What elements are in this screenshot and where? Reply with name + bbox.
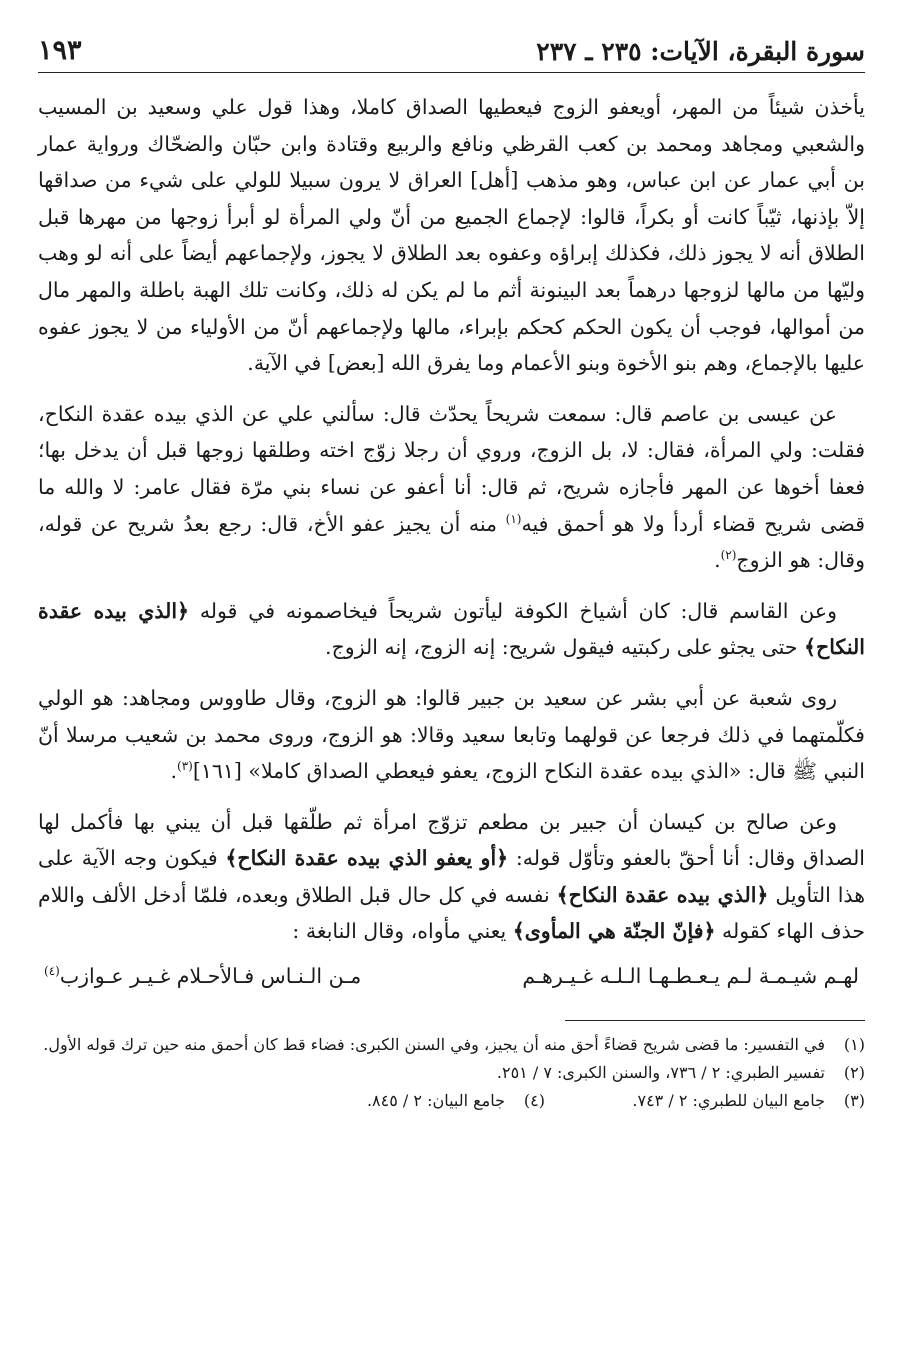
paragraph-4 [38,680,865,790]
page-number: ١٩٣ [38,35,82,66]
footnote-text: تفسير الطبري: ٢ / ٧٣٦، والسنن الكبرى: ٧ / ٢٥١. [496,1063,825,1083]
footnote-number: (٢) [843,1063,865,1083]
paragraph-5-text: وعن صالح بن كيسان أن جبير بن مطعم تزوّج امرأة ثم طلّقها قبل أن يبني بها فأكمل لها الصداق وقال: أنا أحقّ بالعفو وتأوّل قوله: [38,809,866,871]
poetry-verse [38,958,865,994]
footnote-3 [545,1087,865,1115]
paragraph-5-text-cont: نفسه في كل حال قبل الطلاق وبعده، فلمّا أدخل الألف واللام حذف الهاء كقوله [38,882,865,944]
paragraph-3-text-cont: حتى يجثو على ركبتيه فيقول شريح: إنه الزوج، إنه الزوج. [325,635,805,660]
footnote-number: (٤) [523,1091,545,1111]
footnote-ref-4[interactable]: (٤) [44,964,60,979]
paragraph-3 [38,593,865,666]
footnotes [38,1031,865,1115]
verse-first-hemistich: لهـم شيـمـة لـم يـعـطـهـا الـلـه غـيـرهـم [522,964,859,989]
footnote-number: (١) [843,1035,865,1055]
verse-second-hemistich: مـن الـنـاس فـالأحـلام غـيـر عـوازب [59,964,362,989]
verse-second-hemistich-wrap [44,958,361,994]
footnote-text: جامع البيان: ٢ / ٨٤٥. [366,1091,505,1111]
footnote-ref-1[interactable]: (١) [505,511,522,526]
paragraph-5 [38,804,865,950]
page-header [38,24,865,73]
quran-quote: ﴿فإنّ الجنّة هي المأوى﴾ [512,919,716,944]
footnote-1 [38,1031,865,1059]
footnote-4 [367,1087,545,1115]
quran-quote: ﴿أو يعفو الذي بيده عقدة النكاح﴾ [225,846,509,871]
quran-quote: ﴿الذي بيده عقدة النكاح﴾ [38,598,865,660]
paragraph-1: يأخذن شيئاً من المهر، أويعفو الزوج فيعطيها الصداق كاملا، وهذا قول علي وسعيد بن المسيب والشعبي ومجاهد ومحمد بن كعب القرظي ونافع والربيع وقتادة وابن حبّان والضحّاك ورواية عمار بن أبي عمار عن ابن عباس، وهو مذهب [أهل] العراق لا يرون سبيلا للولي على شيء من صداقها إلاّ بإذنها، ثيّباً كانت أو بكراً، قالوا: لإجماع الجميع من أنّ ولي المرأة لو أبرأ زوجها من مهرها قبل الطلاق أنه لا يجوز ذلك، فكذلك إبراؤه وعفوه بعد الطلاق لا يجوز، ولإجماعهم أيضاً على أنه لو وهب وليّها من مالها لزوجها درهماً بعد البينونة أثم ما لم يكن له ذلك، وكانت تلك الهبة باطلة والمهر مال من أموالها، فوجب أن يكون الحكم كحكم بإبراء، مالها ولإجماعهم أنّ من الأولياء من لا يجوز عفوه عليها بالإجماع، وهم بنو الأخوة وبنو الأعمام وما يفرق الله [بعض] في الآية. [38,95,865,376]
paragraph-5-text-end: يعني مأواه، وقال النابغة : [292,919,513,944]
footnote-row-3-4 [38,1087,865,1115]
paragraph-4-text: روى شعبة عن أبي بشر عن سعيد بن جبير قالوا: هو الزوج، وقال طاووس ومجاهد: هو الولي فكلّمتهما في ذلك فرجعا عن قولهما وتابعا سعيد وقالا: هو الزوج، وروى محمد بن شعيب مرسلا أنّ النبي ﷺ قال: «الذي بيده عقدة النكاح الزوج، يعفو فيعطي الصداق كاملا» [١٦١] [38,685,865,784]
paragraph-2-text-cont: منه أن يجيز عفو الأخ، قال: رجع بعدُ شريح عن قوله، وقال: هو الزوج [38,511,865,573]
footnote-text: جامع البيان للطبري: ٢ / ٧٤٣. [632,1091,825,1111]
page-body [38,89,865,1115]
paragraph-2-end: . [714,548,721,573]
paragraph-3-text: وعن القاسم قال: كان أشياخ الكوفة ليأتون شريحاً فيخاصمونه في قوله [189,598,837,623]
footnote-2 [38,1059,865,1087]
paragraph-2 [38,396,865,579]
footnote-text: في التفسير: ما قضى شريح قضاءً أحق منه أن يجيز، وفي السنن الكبرى: فضاء قط كان أحمق منه حين ترك قوله الأول. [43,1035,825,1055]
paragraph-2-text: عن عيسى بن عاصم قال: سمعت شريحاً يحدّث قال: سألني علي عن الذي بيده عقدة النكاح، فقلت: ولي المرأة، فقال: لا، بل الزوج، وروي أن رجلا زوّج اخته وطلقها زوجها قبل أن يدخل بها؛ فعفا أخوها عن المهر فأجازه شريح، ثم قال: أنا أعفو عن نساء بني مرّة فقال عامر: لا والله ما قضى شريح قضاء أردأ ولا هو أحمق فيه [38,401,865,536]
footnote-number: (٣) [843,1091,865,1111]
paragraph-5-text-cont: فيكون وجه الآية على هذا التأويل [38,846,866,907]
footnote-ref-3[interactable]: (٣) [177,759,193,774]
footnote-divider [565,1020,865,1021]
paragraph-4-end: . [170,759,178,784]
footnote-ref-2[interactable]: (٢) [720,548,737,563]
quran-quote: ﴿الذي بيده عقدة النكاح﴾ [556,882,769,907]
running-title: سورة البقرة، الآيات: ٢٣٥ ـ ٢٣٧ [536,37,865,66]
